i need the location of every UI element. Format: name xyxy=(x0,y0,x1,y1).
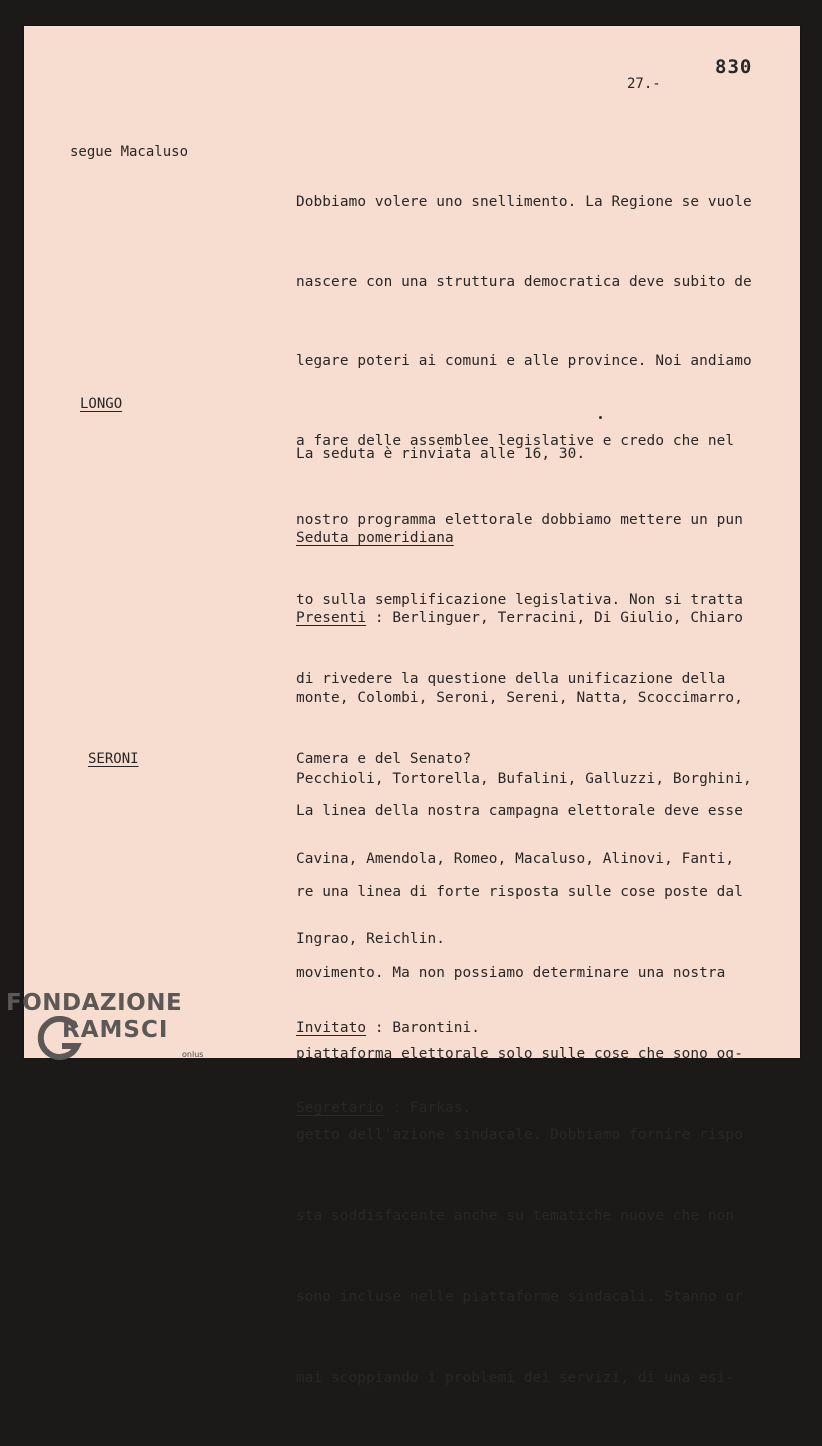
speaker-label: segue Macaluso xyxy=(70,144,189,160)
text-line: di rivedere la questione della unificazione della xyxy=(296,671,726,687)
text-line: Cavina, Amendola, Romeo, Macaluso, Alinovi, Fanti, xyxy=(296,850,735,867)
text-line: legare poteri ai comuni e alle province. Noi andiamo xyxy=(296,353,752,369)
page-number: 830 xyxy=(715,56,753,78)
segretario-value: : Farkas. xyxy=(383,1100,472,1117)
watermark-line1: FONDAZIONE xyxy=(6,990,183,1016)
speaker-label: SERONI xyxy=(88,751,139,767)
text-line: La linea della nostra campagna elettorale deve esse xyxy=(296,803,743,819)
ink-dot xyxy=(599,416,602,419)
presenti-label: Presenti xyxy=(296,610,367,627)
text-line: movimento. Ma non possiamo determinare una nostra xyxy=(296,965,726,981)
text-line: sta soddisfacente anche su tematiche nuove che non xyxy=(296,1208,735,1224)
speaker-label: LONGO xyxy=(80,396,123,412)
text-line: sono incluse nelle piattaforme sindacali. Stanno or xyxy=(296,1289,743,1305)
session-heading: Seduta pomeridiana xyxy=(296,530,454,546)
text-line: a fare delle assemblee legislative e credo che nel xyxy=(296,432,735,449)
segretario-label: Segretario xyxy=(296,1100,384,1117)
text-line: Ingrao, Reichlin. xyxy=(296,931,445,948)
text-line: : Berlinguer, Terracini, Di Giulio, Chiaro xyxy=(366,610,743,627)
watermark-sub: onlus xyxy=(182,1050,204,1059)
invitato-label: Invitato xyxy=(296,1020,367,1037)
text-line: piattaforma elettorale solo sulle cose che sono og- xyxy=(296,1046,743,1062)
text-line: Dobbiamo volere uno snellimento. La Regione se vuole xyxy=(296,194,752,210)
text-line: getto dell'azione sindacale. Dobbiamo fornire rispo xyxy=(296,1127,743,1143)
text-line: re una linea di forte risposta sulle cose poste dal xyxy=(296,884,743,900)
text-line: nascere con una struttura democratica deve subito de xyxy=(296,273,752,290)
text-line: Camera e del Senato? xyxy=(296,750,472,767)
text-line: Pecchioli, Tortorella, Bufalini, Galluzzi, Borghini, xyxy=(296,770,752,787)
text-line: monte, Colombi, Seroni, Sereni, Natta, Scoccimarro, xyxy=(296,690,743,707)
text-line: mai scoppiando i problemi dei servizi, di una esi- xyxy=(296,1370,735,1386)
text-line: to sulla semplificazione legislativa. Non si tratta xyxy=(296,591,743,608)
folio-number: 27.- xyxy=(627,76,661,92)
invitato-value: : Barontini. xyxy=(366,1020,481,1037)
speech-block-seroni xyxy=(296,744,743,1446)
text-line: nostro programma elettorale dobbiamo mettere un pun xyxy=(296,512,743,528)
archive-watermark xyxy=(6,990,216,1070)
document-page xyxy=(24,26,800,1386)
text-line: La seduta è rinviata alle 16, 30. xyxy=(296,446,586,462)
watermark-line2: RAMSCI xyxy=(62,1017,169,1043)
